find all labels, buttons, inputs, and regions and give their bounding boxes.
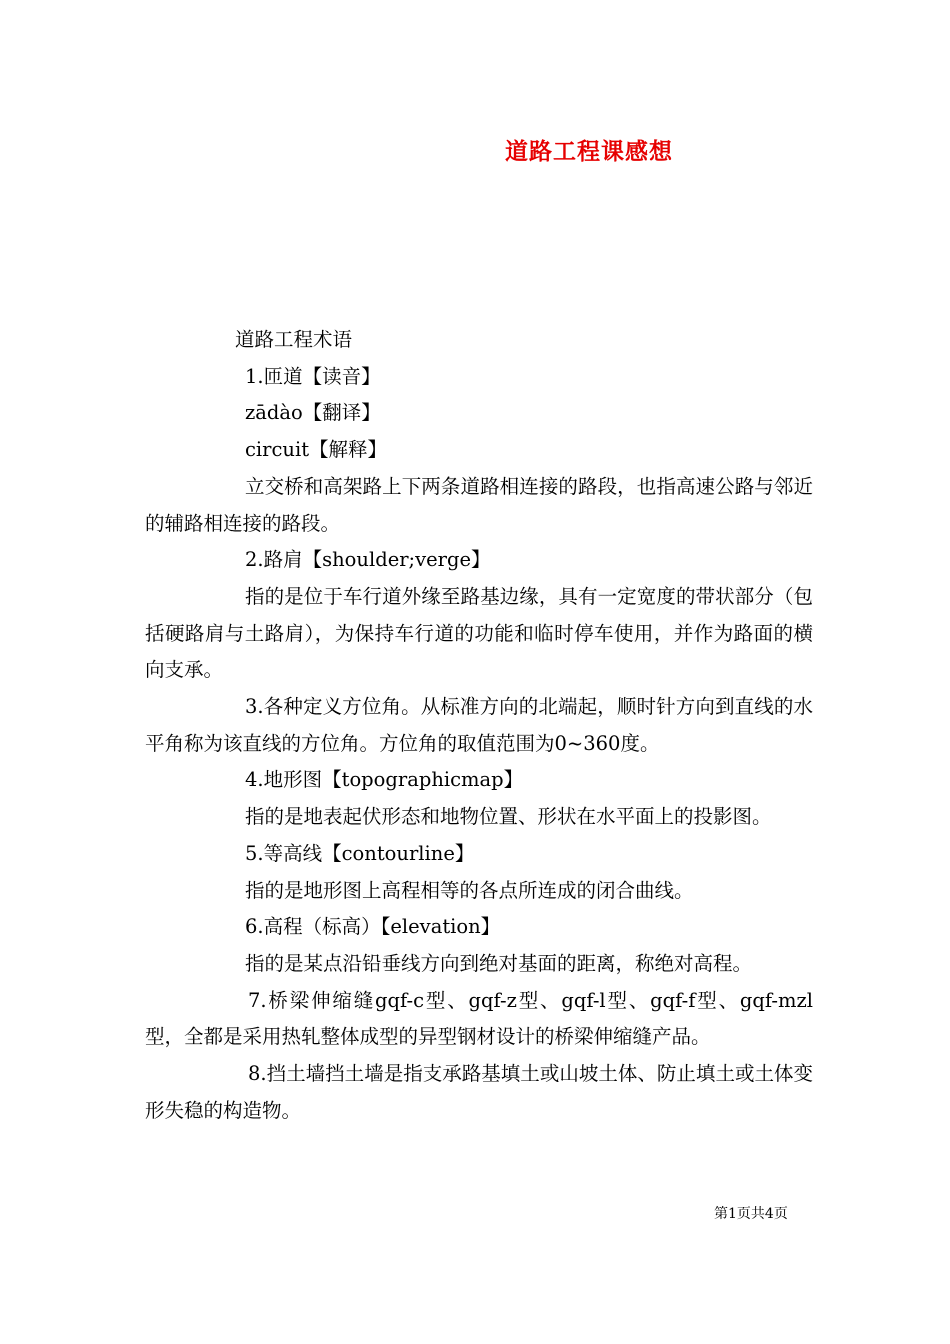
term-definition: 指的是位于车行道外缘至路基边缘，具有一定宽度的带状部分（包括硬路肩与土路肩），为保持车行道的功能和临时停车使用，并作为路面的横向支承。: [145, 584, 813, 682]
document-body: [145, 322, 813, 1129]
term-definition: 指的是某点沿铅垂线方向到绝对基面的距离，称绝对高程。: [245, 951, 753, 975]
term-definition: 立交桥和高架路上下两条道路相连接的路段，也指高速公路与邻近的辅路相连接的路段。: [145, 474, 813, 535]
term-definition: 指的是地形图上高程相等的各点所连成的闭合曲线。: [245, 878, 694, 902]
document-title: 道路工程课感想: [505, 138, 673, 165]
term-definition: 7.桥梁伸缩缝gqf-c型、gqf-z型、gqf-l型、gqf-f型、gqf-mzl型，全都是采用热轧整体成型的异型钢材设计的桥梁伸缩缝产品。: [145, 988, 813, 1049]
term-heading: 4.地形图【topographicmap】: [245, 768, 524, 792]
term-definition: 8.挡土墙挡土墙是指支承路基填土或山坡土体、防止填土或土体变形失稳的构造物。: [145, 1062, 813, 1122]
term-translation: circuit【解释】: [245, 438, 388, 462]
section-heading: 道路工程术语: [235, 328, 353, 351]
term-definition: 指的是地表起伏形态和地物位置、形状在水平面上的投影图。: [245, 805, 772, 829]
term-heading: 6.高程（标高）【elevation】: [245, 915, 501, 939]
term-heading: 2.路肩【shoulder;verge】: [245, 548, 491, 572]
term-heading: 5.等高线【contourline】: [245, 841, 475, 865]
term-heading: 1.匝道【读音】: [245, 364, 381, 388]
term-definition: 3.各种定义方位角。从标准方向的北端起，顺时针方向到直线的水平角称为该直线的方位角。方位角的取值范围为0~360度。: [145, 695, 813, 755]
page-number: 第1页共4页: [714, 1206, 788, 1222]
term-pronunciation: zādào【翻译】: [245, 401, 381, 425]
